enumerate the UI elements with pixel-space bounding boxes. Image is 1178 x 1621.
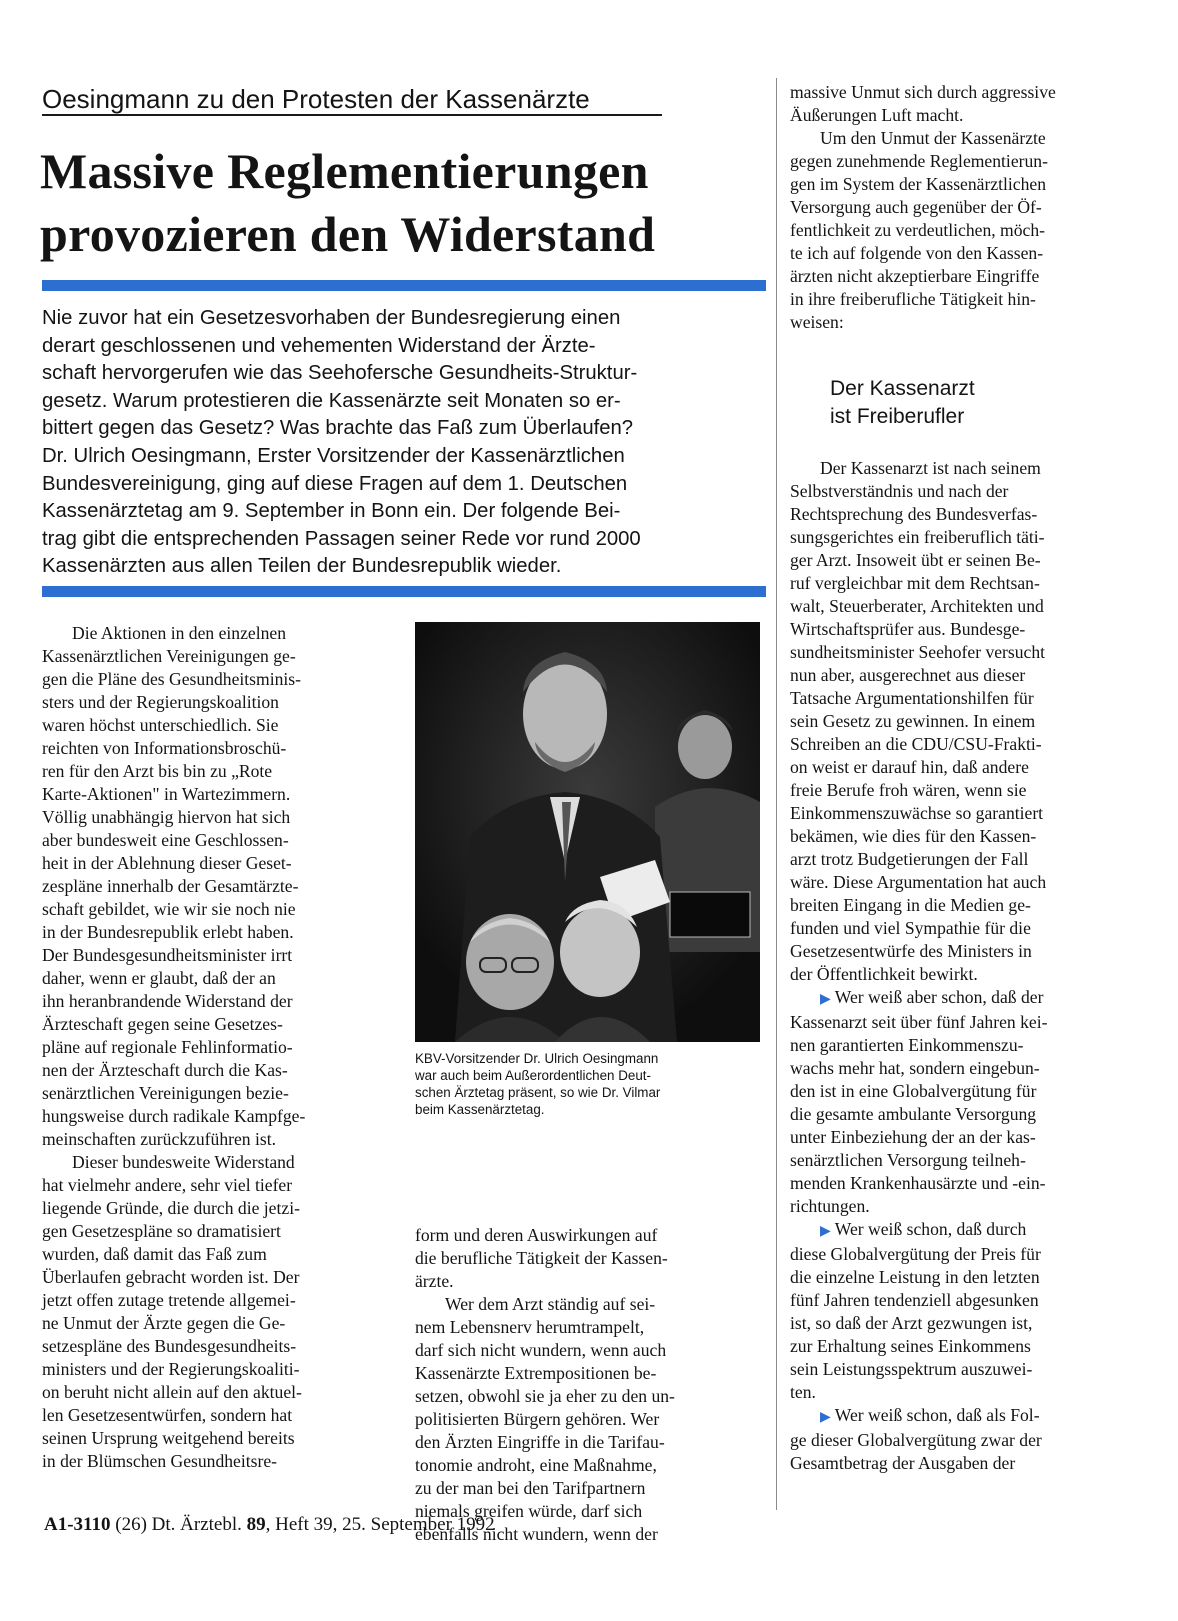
body-line: die berufliche Tätigkeit der Kassen- — [415, 1248, 668, 1268]
body-line: Der Kassenarzt ist nach seinem — [820, 458, 1041, 478]
accent-bar-bottom — [42, 586, 766, 597]
body-line: politisierten Bürgern gehören. Wer — [415, 1409, 660, 1429]
body-line: Überlaufen gebracht worden ist. Der — [42, 1267, 300, 1287]
intro-line: Bundesvereinigung, ging auf diese Fragen auf dem 1. Deutschen — [42, 472, 628, 495]
arrow-bullet-icon: ▶ — [820, 992, 831, 1007]
intro-line: trag gibt die entsprechenden Passagen seiner Rede vor rund 2000 — [42, 527, 641, 550]
body-line: zu der man bei den Tarifpartnern — [415, 1478, 646, 1498]
arrow-bullet-icon: ▶ — [820, 1410, 831, 1425]
body-line: freie Berufe froh wären, wenn sie — [790, 780, 1027, 800]
intro-line: schaft hervorgerufen wie das Seehofersche Gesundheits-Struktur- — [42, 362, 638, 385]
intro-line: bittert gegen das Gesetz? Was brachte das Faß zum Überlaufen? — [42, 417, 634, 440]
body-line: te ich auf folgende von den Kassen- — [790, 243, 1044, 263]
body-line: schaft gebildet, wie wir sie noch nie — [42, 899, 296, 919]
body-line: walt, Steuerberater, Architekten und — [790, 596, 1044, 616]
body-line: reichten von Informationsbroschü- — [42, 738, 287, 758]
body-line: sein Leistungsspektrum auszuwei- — [790, 1359, 1033, 1379]
journal-name: (26) Dt. Ärztebl. — [115, 1514, 242, 1535]
bullet-line — [790, 986, 1136, 1011]
body-line: ärzten nicht akzeptierbare Eingriffe — [790, 266, 1040, 286]
body-line: Dieser bundesweite Widerstand — [72, 1152, 295, 1172]
body-line: richtungen. — [790, 1196, 870, 1216]
body-line: Völlig unabhängig hiervon hat sich — [42, 807, 291, 827]
body-line: die gesamte ambulante Versorgung — [790, 1104, 1037, 1124]
body-line: Gesamtbetrag der Ausgaben der — [790, 1453, 1016, 1473]
body-line: breiten Eingang in die Medien ge- — [790, 895, 1031, 915]
body-line: Schreiben an die CDU/CSU-Frakti- — [790, 734, 1042, 754]
body-line: Versorgung auch gegenüber der Öf- — [790, 197, 1042, 217]
bullet-line — [790, 1218, 1136, 1243]
body-line: senärztlichen Versorgung teilneh- — [790, 1150, 1026, 1170]
body-line: senärztlichen Vereinigungen bezie- — [42, 1083, 289, 1103]
body-line: ist, so daß der Arzt gezwungen ist, — [790, 1313, 1033, 1333]
body-line: meinschaften zurückzuführen ist. — [42, 1129, 277, 1149]
subhead-line: ist Freiberufler — [830, 405, 965, 428]
body-line: darf sich nicht wundern, wenn auch — [415, 1340, 667, 1360]
intro-line: Kassenärztetag am 9. September in Bonn ein. Der folgende Bei- — [42, 500, 621, 523]
body-line: arzt trotz Budgetierungen der Fall — [790, 849, 1029, 869]
body-line: unter Einbeziehung der an der kas- — [790, 1127, 1036, 1147]
caption-line: KBV-Vorsitzender Dr. Ulrich Oesingmann — [415, 1051, 659, 1066]
body-line: Karte-Aktionen" in Wartezimmern. — [42, 784, 291, 804]
bullet-line — [790, 1404, 1136, 1429]
body-line: ren für den Arzt bis bin zu „Rote — [42, 761, 273, 781]
photo-illustration — [415, 622, 760, 1042]
body-line: seinen Ursprung weitgehend bereits — [42, 1428, 295, 1448]
body-column-2 — [415, 1224, 765, 1546]
journal-volume: 89 — [246, 1514, 266, 1535]
body-line: Ärzteschaft gegen seine Gesetzes- — [42, 1014, 283, 1034]
body-line: bekämen, wie dies für den Kassen- — [790, 826, 1037, 846]
body-line: jetzt offen zutage tretende allgemei- — [42, 1290, 296, 1310]
accent-bar-top — [42, 280, 766, 291]
body-line: form und deren Auswirkungen auf — [415, 1225, 658, 1245]
body-line: Kassenärztlichen Vereinigungen ge- — [42, 646, 296, 666]
body-line: sein Gesetz zu gewinnen. In einem — [790, 711, 1036, 731]
body-line: nem Lebensnerv herumtrampelt, — [415, 1317, 645, 1337]
body-line: Die Aktionen in den einzelnen — [72, 623, 286, 643]
body-line: setzen, obwohl sie ja eher zu den un- — [415, 1386, 675, 1406]
body-line: Kassenärzte Extrempositionen be- — [415, 1363, 657, 1383]
body-line: sungsgerichtes ein freiberuflich täti- — [790, 527, 1045, 547]
body-line: ebenfalls nicht wundern, wenn der — [415, 1524, 658, 1544]
body-line: tonomie androht, eine Maßnahme, — [415, 1455, 657, 1475]
body-line: nun aber, ausgerechnet aus dieser — [790, 665, 1026, 685]
body-line: aber bundesweit eine Geschlossen- — [42, 830, 289, 850]
body-line: Wer dem Arzt ständig auf sei- — [445, 1294, 656, 1314]
body-line: wurden, daß damit das Faß zum — [42, 1244, 267, 1264]
body-line: Wirtschaftsprüfer aus. Bundesge- — [790, 619, 1026, 639]
body-line: hat vielmehr andere, sehr viel tiefer — [42, 1175, 293, 1195]
body-line: nen garantierten Einkommenszu- — [790, 1035, 1024, 1055]
body-line: waren höchst unterschiedlich. Sie — [42, 715, 279, 735]
body-line: ge dieser Globalvergütung zwar der — [790, 1430, 1042, 1450]
body-line: on beruht nicht allein auf den aktuel- — [42, 1382, 302, 1402]
body-line: setzespläne des Bundesgesundheits- — [42, 1336, 297, 1356]
body-line: sters und der Regierungskoalition — [42, 692, 279, 712]
body-column-3-top — [790, 81, 1136, 334]
intro-line: derart geschlossenen und vehementen Widerstand der Ärzte- — [42, 334, 596, 357]
body-line: len Gesetzesentwürfen, sondern hat — [42, 1405, 293, 1425]
intro-line: Kassenärzten aus allen Teilen der Bundesrepublik wieder. — [42, 555, 562, 578]
body-line: fentlichkeit zu verdeutlichen, möch- — [790, 220, 1046, 240]
page-number: A1-3110 — [44, 1514, 111, 1535]
body-line: hungsweise durch radikale Kampfge- — [42, 1106, 306, 1126]
body-line-text: Wer weiß aber schon, daß der — [834, 987, 1044, 1007]
article-kicker: Oesingmann zu den Protesten der Kassenärzte — [42, 84, 662, 116]
body-line: der Öffentlichkeit bewirkt. — [790, 964, 978, 984]
body-line: sundheitsminister Seehofer versucht — [790, 642, 1046, 662]
intro-line: Nie zuvor hat ein Gesetzesvorhaben der Bundesregierung einen — [42, 307, 621, 329]
body-line-text: Wer weiß schon, daß als Fol- — [834, 1405, 1040, 1425]
body-line: ministers und der Regierungskoaliti- — [42, 1359, 300, 1379]
body-line: pläne auf regionale Fehlinformatio- — [42, 1037, 293, 1057]
body-line: nen der Ärzteschaft durch die Kas- — [42, 1060, 288, 1080]
body-line: heit in der Ablehnung dieser Geset- — [42, 853, 292, 873]
headline-line: provozieren den Widerstand — [40, 206, 656, 262]
caption-line: beim Kassenärztetag. — [415, 1102, 545, 1117]
body-line: Einkommenszuwächse so garantiert — [790, 803, 1044, 823]
body-line: Kassenarzt seit über fünf Jahren kei- — [790, 1012, 1048, 1032]
body-line: gen die Pläne des Gesundheitsminis- — [42, 669, 301, 689]
body-line: ten. — [790, 1382, 816, 1402]
body-line: gen im System der Kassenärztlichen — [790, 174, 1047, 194]
journal-issue: , Heft 39, 25. September 1992 — [265, 1514, 495, 1535]
body-line: ger Arzt. Insoweit übt er seinen Be- — [790, 550, 1041, 570]
body-line: daher, wenn er glaubt, daß der an — [42, 968, 276, 988]
body-line-text: Wer weiß schon, daß durch — [834, 1219, 1027, 1239]
body-line: zur Erhaltung seines Einkommens — [790, 1336, 1031, 1356]
intro-line: gesetz. Warum protestieren die Kassenärzte seit Monaten so er- — [42, 389, 621, 412]
body-line: in der Bundesrepublik erlebt haben. — [42, 922, 294, 942]
headline-line: Massive Reglementierungen — [40, 143, 649, 199]
body-line: den ist in eine Globalvergütung für — [790, 1081, 1037, 1101]
body-line: Gesetzesentwürfe des Ministers in — [790, 941, 1032, 961]
body-line: fünf Jahren tendenziell abgesunken — [790, 1290, 1039, 1310]
body-line: on weist er darauf hin, daß andere — [790, 757, 1029, 777]
article-intro — [42, 305, 766, 581]
page-footer — [44, 1513, 495, 1537]
body-line: Tatsache Argumentationshilfen für — [790, 688, 1034, 708]
body-line: den Ärzten Eingriffe in die Tarifau- — [415, 1432, 665, 1452]
body-line: niemals greifen würde, darf sich — [415, 1501, 643, 1521]
body-line: ärzte. — [415, 1271, 454, 1291]
body-line: Um den Unmut der Kassenärzte — [820, 128, 1046, 148]
caption-line: schen Ärztetag präsent, so wie Dr. Vilmar — [415, 1085, 661, 1100]
body-line: ruf vergleichbar mit dem Rechtsan- — [790, 573, 1040, 593]
body-line: massive Unmut sich durch aggressive — [790, 82, 1056, 102]
press-photo — [415, 622, 760, 1042]
photo-caption — [415, 1050, 765, 1118]
body-line: liegende Gründe, die durch die jetzi- — [42, 1198, 300, 1218]
arrow-bullet-icon: ▶ — [820, 1224, 831, 1239]
body-line: in ihre freiberufliche Tätigkeit hin- — [790, 289, 1036, 309]
intro-line: Dr. Ulrich Oesingmann, Erster Vorsitzender der Kassenärztlichen — [42, 444, 625, 467]
body-line: menden Krankenhausärzte und -ein- — [790, 1173, 1046, 1193]
article-headline — [40, 140, 760, 266]
body-line: Rechtsprechung des Bundesverfas- — [790, 504, 1038, 524]
body-line: Der Bundesgesundheitsminister irrt — [42, 945, 293, 965]
body-line: ihn heranbrandende Widerstand der — [42, 991, 293, 1011]
column-divider — [776, 78, 777, 1510]
body-column-3-body — [790, 457, 1136, 1475]
section-subhead — [830, 375, 1130, 431]
body-line: wäre. Diese Argumentation hat auch — [790, 872, 1047, 892]
body-line: Selbstverständnis und nach der — [790, 481, 1009, 501]
body-line: zespläne innerhalb der Gesamtärzte- — [42, 876, 299, 896]
body-line: ne Unmut der Ärzte gegen die Ge- — [42, 1313, 286, 1333]
body-line: Äußerungen Luft macht. — [790, 105, 964, 125]
body-line: gegen zunehmende Reglementierun- — [790, 151, 1048, 171]
body-line: diese Globalvergütung der Preis für — [790, 1244, 1041, 1264]
subhead-line: Der Kassenarzt — [830, 377, 975, 400]
caption-line: war auch beim Außerordentlichen Deut- — [415, 1068, 651, 1083]
body-line: wachs mehr hat, sondern eingebun- — [790, 1058, 1040, 1078]
body-column-1 — [42, 622, 390, 1473]
body-line: in der Blümschen Gesundheitsre- — [42, 1451, 278, 1471]
body-line: gen Gesetzespläne so dramatisiert — [42, 1221, 281, 1241]
body-line: funden und viel Sympathie für die — [790, 918, 1031, 938]
body-line: weisen: — [790, 312, 844, 332]
body-line: die einzelne Leistung in den letzten — [790, 1267, 1040, 1287]
